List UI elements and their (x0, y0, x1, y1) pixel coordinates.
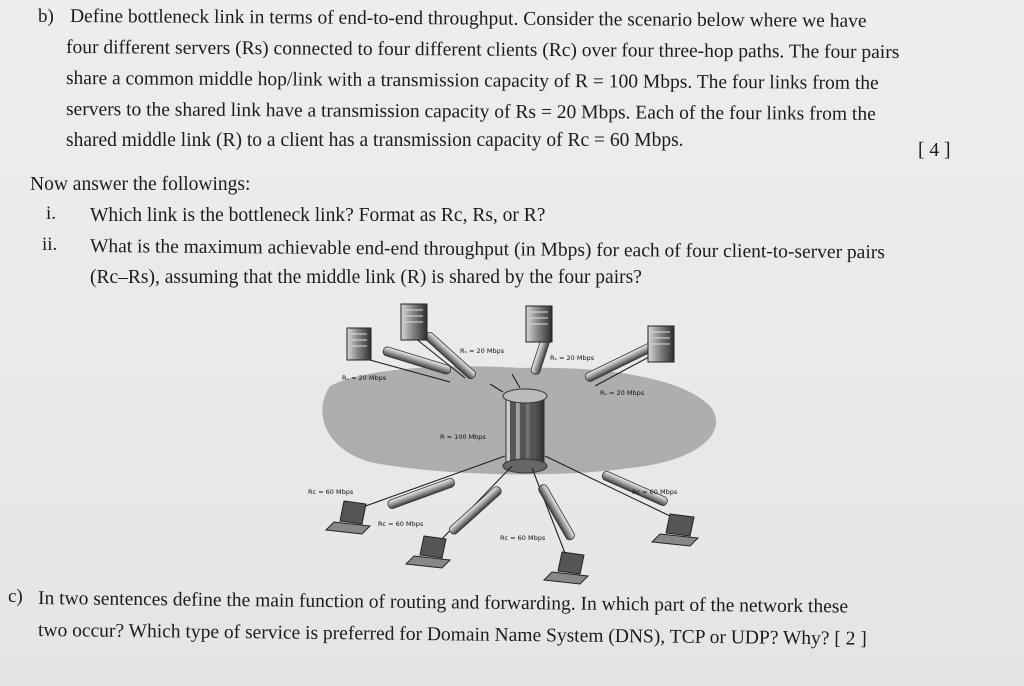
client-link-label-1: Rᴄ = 60 Mbps (308, 488, 354, 496)
client-link-label-4: Rᴄ = 60 Mbps (632, 488, 678, 496)
laptop-icon-3 (544, 552, 588, 584)
laptop-icon-4 (652, 514, 698, 546)
server-link-label-4: Rₛ = 20 Mbps (600, 389, 645, 397)
server-link-label-1: Rₛ = 20 Mbps (342, 374, 387, 382)
server-icon-3 (526, 306, 552, 342)
sub-question-ii-line-1: What is the maximum achievable end-end throughput (in Mbps) for each of four client-to-server pairs (89, 236, 885, 264)
sub-question-ii-number: ii. (42, 234, 58, 255)
client-link-label-2: Rᴄ = 60 Mbps (378, 520, 424, 528)
question-b-label: b) (38, 6, 54, 27)
laptop-icon-2 (406, 536, 450, 568)
question-c-line-2: two occur? Which type of service is preferred for Domain Name System (DNS), TCP or UDP? Why? [ 2 ] (37, 620, 867, 650)
question-b-line-4: servers to the shared link have a transmission capacity of Rs = 20 Mbps. Each of the four links from the (65, 99, 876, 125)
question-b-line-5: shared middle link (R) to a client has a transmission capacity of Rc = 60 Mbps. (66, 130, 684, 151)
question-b-line-2: four different servers (Rs) connected to four different clients (Rc) over four three-hop paths. The four pairs (65, 37, 900, 64)
server-icon-2 (401, 304, 427, 340)
client-link-cylinders (387, 470, 669, 541)
client-link-label-3: Rᴄ = 60 Mbps (500, 534, 546, 542)
central-router-icon (503, 389, 547, 473)
sub-question-ii-line-2: (Rc–Rs), assuming that the middle link (R) is shared by the four pairs? (90, 267, 642, 288)
sub-question-i-text: Which link is the bottleneck link? Format as Rc, Rs, or R? (90, 205, 546, 226)
network-diagram (300, 296, 740, 588)
middle-link-label: R = 100 Mbps (440, 433, 486, 441)
server-link-label-2: Rₛ = 20 Mbps (460, 347, 505, 355)
server-icon-4 (648, 326, 674, 362)
laptop-icon-1 (326, 501, 370, 534)
question-b-line-1: Define bottleneck link in terms of end-to-end throughput. Consider the scenario below where we have (69, 6, 867, 32)
question-b-line-3: share a common middle hop/link with a transmission capacity of R = 100 Mbps. The four links from the (65, 68, 879, 94)
now-answer-heading: Now answer the followings: (30, 174, 251, 195)
sub-question-i-number: i. (46, 203, 57, 224)
question-c-line-1: In two sentences define the main function of routing and forwarding. In which part of the network these (37, 588, 849, 618)
question-c-label: c) (8, 586, 23, 607)
server-icon-1 (347, 328, 371, 360)
server-link-label-3: Rₛ = 20 Mbps (550, 354, 595, 362)
question-b-marks: [ 4 ] (918, 140, 951, 161)
